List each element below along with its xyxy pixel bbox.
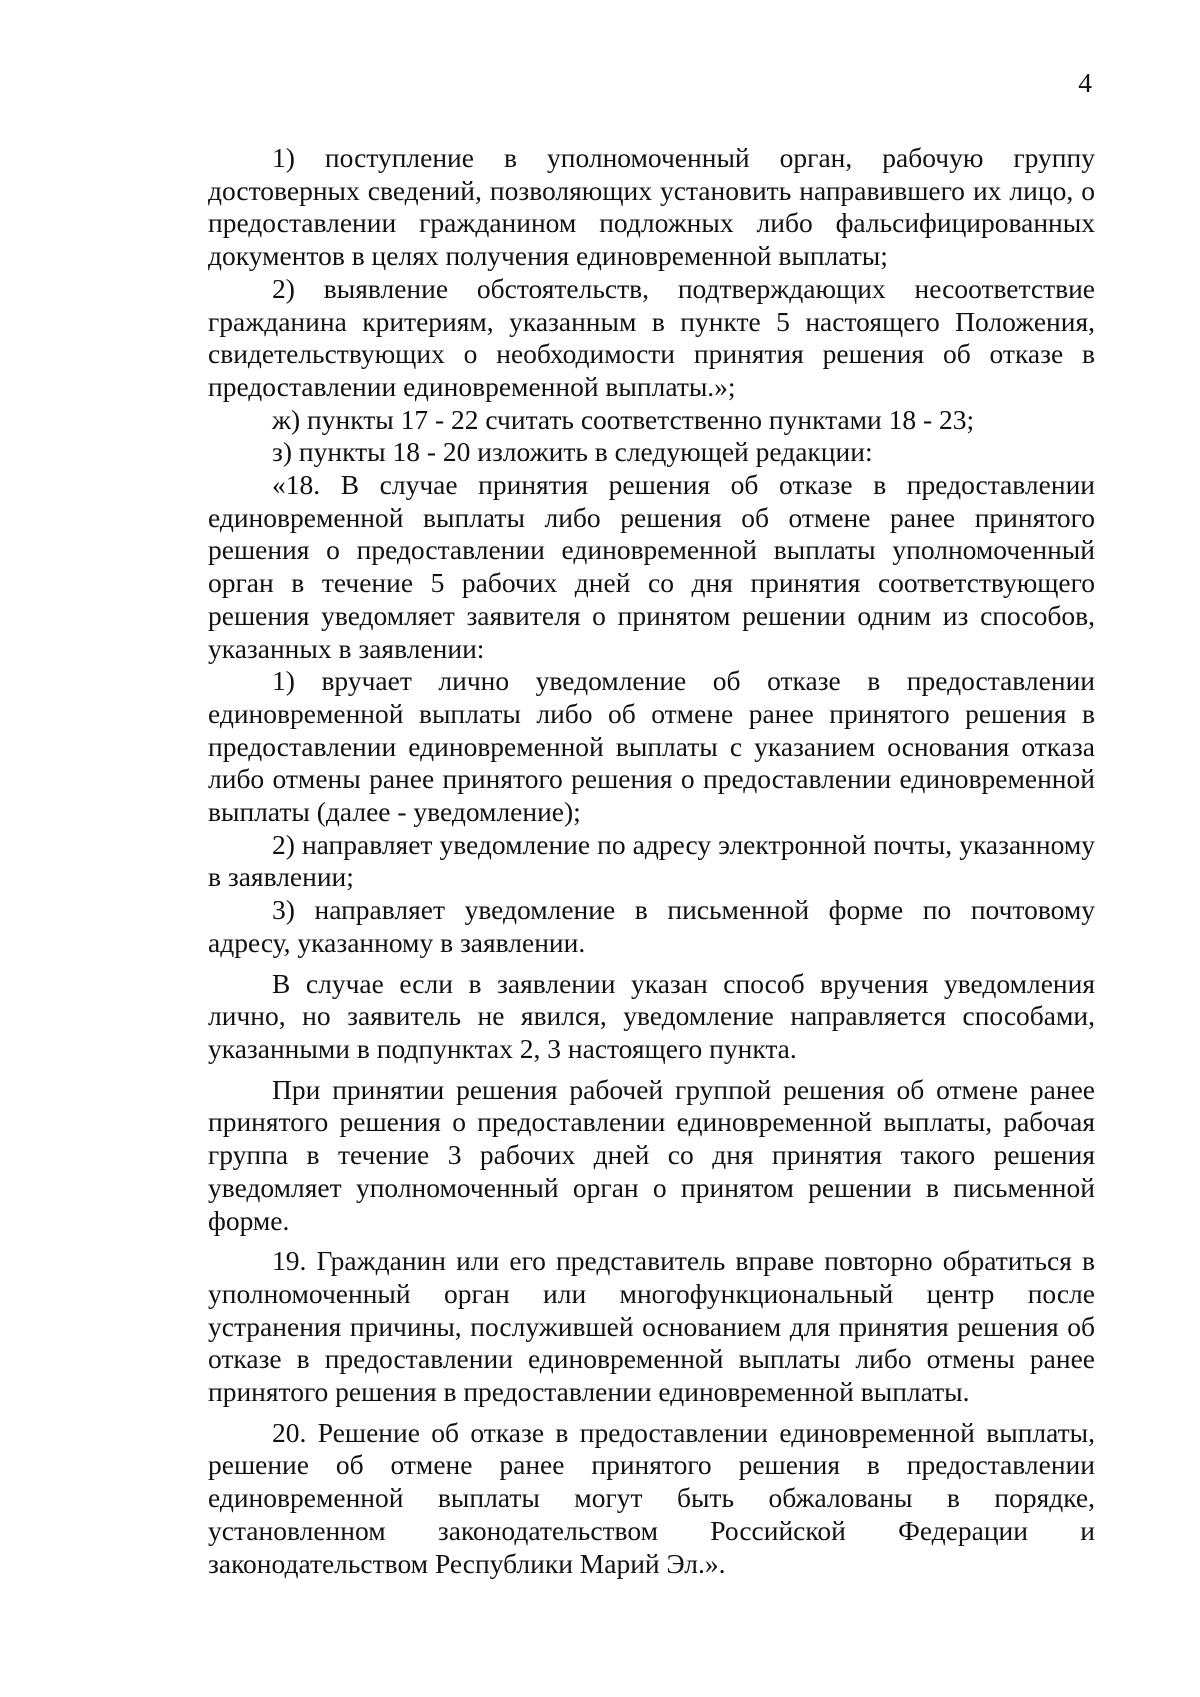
paragraph-item-z: з) пункты 18 - 20 изложить в следующей редакции: <box>272 436 873 468</box>
paragraph-point-18: «18. В случае принятия решения об отказе в предоставлении единовременной выплаты либо решения об отмене ранее принятого решения о предоставлении единовременной выплаты уполномоченный орган в течение 5 рабочих дней со дня принятия соответствующего решения уведомляет заявителя о принятом решении одним из способов, указанных в заявлении: <box>208 469 1095 664</box>
page-number: 4 <box>1078 67 1092 98</box>
document-body <box>208 142 1095 1580</box>
paragraph-personal-delivery: В случае если в заявлении указан способ вручения уведомления лично, но заявитель не явился, уведомление направляется способами, указанными в подпунктах 2, 3 настоящего пункта. <box>208 967 1095 1064</box>
paragraph-subitem-1: 1) вручает лично уведомление об отказе в предоставлении единовременной выплаты либо об отмене ранее принятого решения в предоставлении единовременной выплаты с указанием основания отказа либо отмены ранее принятого решения о предоставлении единовременной выплаты (далее - уведомление); <box>208 665 1095 828</box>
paragraph-working-group: При принятии решения рабочей группой решения об отмене ранее принятого решения о предоставлении единовременной выплаты, рабочая группа в течение 3 рабочих дней со дня принятия такого решения уведомляет уполномоченный орган о принятом решении в письменной форме. <box>208 1073 1095 1236</box>
paragraph-item-2: 2) выявление обстоятельств, подтверждающих несоответствие гражданина критериям, указанным в пункте 5 настоящего Положения, свидетельствующих о необходимости принятия решения об отказе в предоставлении единовременной выплаты.»; <box>208 272 1095 402</box>
paragraph-subitem-3: 3) направляет уведомление в письменной форме по почтовому адресу, указанному в заявлении. <box>208 894 1095 958</box>
paragraph-point-19: 19. Гражданин или его представитель вправе повторно обратиться в уполномоченный орган или многофункциональный центр после устранения причины, послужившей основанием для принятия решения об отказе в предоставлении единовременной выплаты либо отмены ранее принятого решения в предоставлении единовременной выплаты. <box>208 1245 1095 1408</box>
paragraph-point-20: 20. Решение об отказе в предоставлении единовременной выплаты, решение об отмене ранее принятого решения в предоставлении единовременной выплаты могут быть обжалованы в порядке, установленном законодательством Российской Федерации и законодательством Республики Марий Эл.». <box>208 1416 1095 1579</box>
paragraph-item-zh: ж) пункты 17 - 22 считать соответственно пунктами 18 - 23; <box>272 403 975 435</box>
paragraph-item-1: 1) поступление в уполномоченный орган, рабочую группу достоверных сведений, позволяющих установить направившего их лицо, о предоставлении гражданином подложных либо фальсифицированных документов в целях получения единовременной выплаты; <box>208 142 1095 272</box>
paragraph-subitem-2: 2) направляет уведомление по адресу электронной почты, указанному в заявлении; <box>208 828 1095 893</box>
